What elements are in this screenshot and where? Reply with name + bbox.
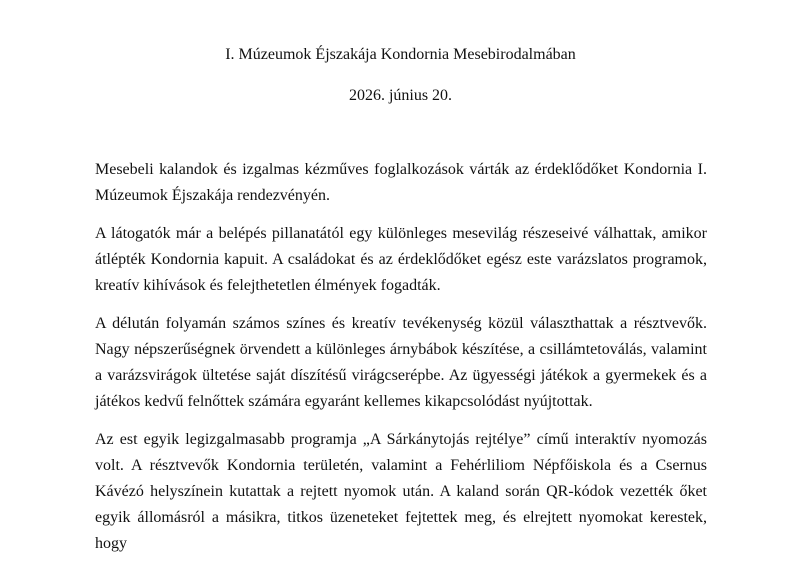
document-body [95,157,707,569]
paragraph-2: A látogatók már a belépés pillanatától egy különleges mesevilág részeseivé válhattak, amikor átlépték Kondornia kapuit. A családokat és az érdeklődőket egész este varázslatos programok, kreatív kihívások és felejthetetlen élmények fogadták. [95,225,707,294]
paragraph-3: A délután folyamán számos színes és kreatív tevékenység közül választhattak a résztvevők. Nagy népszerűségnek örvendett a különleges árnybábok készítése, a csillámtetoválás, valamint a varázsvirágok ültetése saját díszítésű virágcserépbe. Az ügyességi játékok a gyermekek és a játékos kedvű felnőttek számára egyaránt kellemes kikapcsolódást nyújtottak. [95,315,707,410]
paragraph-1: Mesebeli kalandok és izgalmas kézműves foglalkozások várták az érdeklődőket Kondornia I. Múzeumok Éjszakája rendezvényén. [95,161,707,204]
document-title: I. Múzeumok Éjszakája Kondornia Mesebirodalmában [225,46,576,63]
paragraph-4: Az est egyik legizgalmasabb programja „A Sárkánytojás rejtélye” című interaktív nyomozás volt. A résztvevők Kondornia területén, valamint a Fehérliliom Népfőiskola és a Csernus Kávézó helyszínein kutattak a rejtett nyomok után. A kaland során QR-kódok vezették őket egyik állomásról a másikra, titkos üzeneteket fejtettek meg, és elrejtett nyomokat kerestek, hogy [95,431,707,552]
document-date: 2026. június 20. [348,87,453,104]
